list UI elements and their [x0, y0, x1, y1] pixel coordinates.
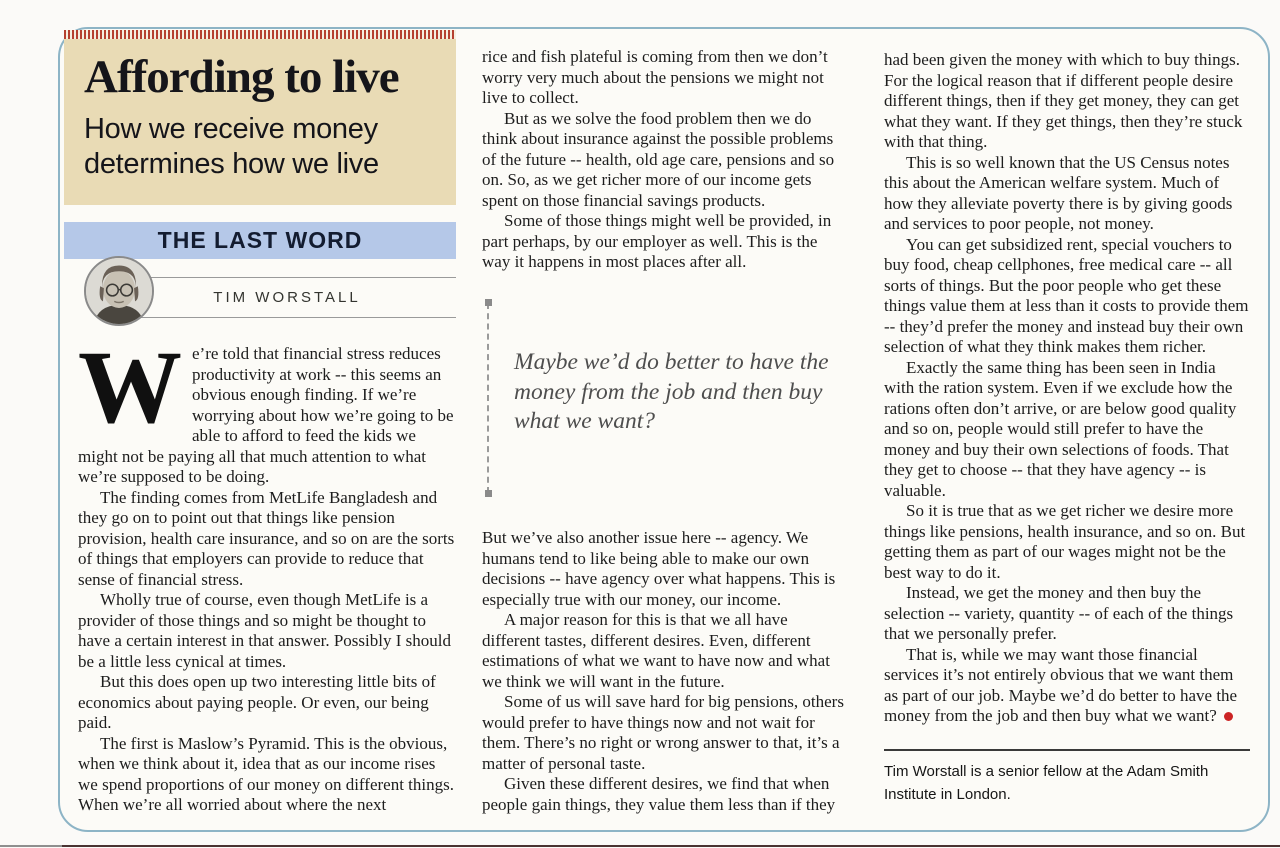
- author-portrait-photo: [84, 256, 154, 326]
- paragraph: Given these different desires, we find that when people gain things, they value them less than if they: [482, 774, 836, 814]
- page-subtitle: How we receive money determines how we live: [84, 113, 379, 181]
- paragraph: The first is Maslow’s Pyramid. This is the obvious, when we think about it, idea that as our income rises we spend proportions of our money on different things. When we’re all worried about where the next: [78, 733, 454, 814]
- bottom-edge-gray-line: [0, 845, 62, 847]
- paragraph: The finding comes from MetLife Bangladesh and they go on to point out that things like pension provision, health care insurance, and so on are the sorts of things that employers can provide to reduce that sense of financial stress.: [78, 487, 455, 589]
- byline-rule-bottom: [118, 317, 456, 318]
- section-banner-label: THE LAST WORD: [157, 227, 363, 253]
- author-name: TIM WORSTALL: [213, 289, 361, 306]
- paragraph-text: That is, while we may want those financial services it’s not entirely obvious that we want them as part of our job. Maybe we’d do better to have the money from the job and then buy what we want?: [884, 644, 1238, 725]
- paragraph: You can get subsidized rent, special vouchers to buy food, cheap cellphones, free medical care -- all sorts of things. But the poor people who get these things value them at less than it costs to provide them -- they’d prefer the money and instead buy their own selection of what they think makes them richer.: [884, 234, 1249, 356]
- author-footnote: Tim Worstall is a senior fellow at the Adam Smith Institute in London.: [884, 762, 1209, 803]
- paragraph: A major reason for this is that we all have different tastes, different desires. Even, different estimations of what we want to have now and what we think we will want in the future.: [482, 610, 830, 691]
- paragraph: But as we solve the food problem then we do think about insurance against the possible problems of the future -- health, old age care, pensions and so on. So, as we get richer more of our income gets spent on those financial savings products.: [482, 108, 835, 210]
- article-column-2-upper: [482, 47, 848, 273]
- paragraph: rice and fish plateful is coming from then we don’t worry very much about the pensions we might not live to collect.: [482, 47, 828, 107]
- dashed-rule-ornament: [64, 30, 456, 39]
- paragraph: [78, 330, 456, 488]
- paragraph: Instead, we get the money and then buy the selection -- variety, quantity -- of each of the things that we personally prefer.: [884, 583, 1234, 643]
- portrait-illustration: [86, 258, 152, 324]
- paragraph: had been given the money with which to buy things. For the logical reason that if different people desire different things, then if they get money, they can get what they want. If they get things, then they’re stuck with that thing.: [884, 50, 1243, 151]
- paragraph: But this does open up two interesting little bits of economics about paying people. Or even, our being paid.: [78, 672, 436, 732]
- page-title: Affording to live: [84, 51, 399, 103]
- paragraph: [884, 645, 1250, 727]
- article-column-1: [78, 330, 456, 816]
- paragraph: Exactly the same thing has been seen in India with the ration system. Even if we exclude how the rations often don’t arrive, or are below good quality and so on, people would still prefer to have the money and buy their own selections of foods. That they get to choose -- that they have agency -- is valuable.: [884, 357, 1237, 500]
- byline-rule-top: [118, 277, 456, 278]
- pull-quote-dashed-rule: [487, 303, 489, 493]
- article-column-2-lower: [482, 528, 848, 815]
- paragraph: Some of those things might well be provided, in part perhaps, by our employer as well. This is the way it happens in most places after all.: [482, 211, 832, 271]
- paragraph-text: e’re told that financial stress reduces productivity at work -- this seems an obvious enough finding. If we’re worrying about how we’re going to be able to afford to feed the kids we might not be paying all that much attention to what we’re supposed to be doing.: [78, 344, 454, 486]
- paragraph: Some of us will save hard for big pensions, others would prefer to have things now and not wait for them. There’s no right or wrong answer to that, it’s a matter of personal taste.: [482, 692, 844, 773]
- footnote-rule: [884, 749, 1250, 751]
- pull-quote: Maybe we’d do better to have the money from the job and then buy what we want?: [514, 349, 829, 435]
- section-banner: [64, 222, 456, 259]
- paragraph: But we’ve also another issue here -- agency. We humans tend to like being able to make our own decisions -- have agency over what happens. This is especially true with our money, our income.: [482, 528, 836, 609]
- drop-cap: W: [78, 330, 182, 445]
- masthead: [64, 39, 456, 205]
- paragraph: Wholly true of course, even though MetLife is a provider of those things and so might be thought to have a certain interest in that answer. Possibly I should be a little less cynical at times.: [78, 590, 451, 671]
- end-of-article-dot-icon: [1224, 712, 1233, 721]
- paragraph: This is so well known that the US Census notes this about the American welfare system. Much of how they alleviate poverty there is by giving goods and services to poor people, not money.: [884, 152, 1233, 233]
- paragraph: So it is true that as we get richer we desire more things like pensions, health insurance, and so on. But getting them as part of our wages might not be the best way to do it.: [884, 501, 1246, 582]
- bottom-edge-brown-line: [62, 845, 1280, 847]
- article-column-3: [884, 50, 1250, 806]
